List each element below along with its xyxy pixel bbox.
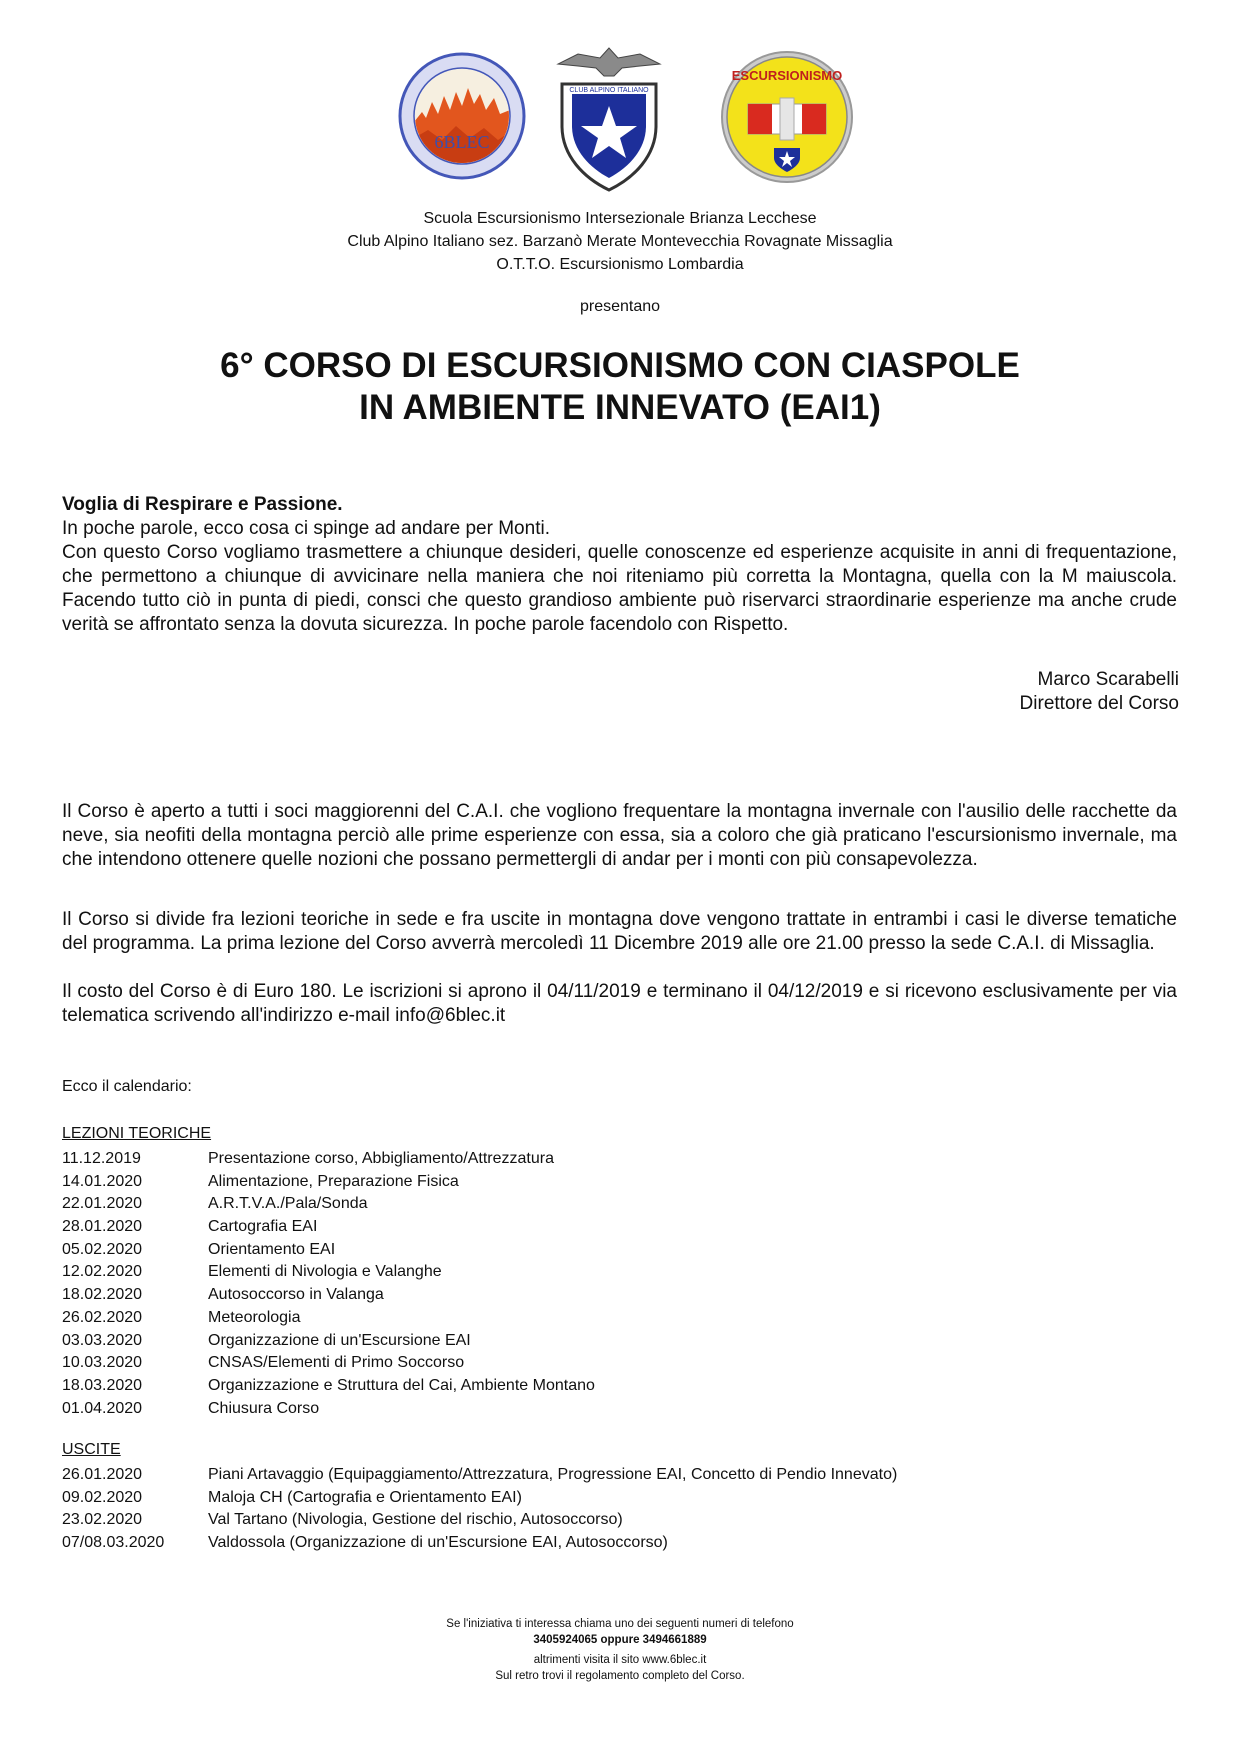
lezioni-row: [62, 1330, 1162, 1353]
lezione-date: 01.04.2020: [62, 1399, 143, 1417]
org-line-2: Club Alpino Italiano sez. Barzanò Merate Montevecchia Rovagnate Missaglia: [347, 233, 893, 250]
lezioni-row: [62, 1284, 1162, 1307]
uscita-date: 07/08.03.2020: [62, 1534, 165, 1552]
lezione-topic: Cartografia EAI: [208, 1218, 318, 1236]
uscita-date: 26.01.2020: [62, 1466, 143, 1483]
intro-paragraph-2: Con questo Corso vogliamo trasmettere a chiunque desideri, quelle conoscenze ed esperienze acquisite in anni di frequentazione, che permettono a chiunque di avvicinare nella maniera che noi riteniamo più corretta la Montagna, quella con la M maiuscola. Facendo tutto ciò in punta di piedi, consci che questo grandioso ambiente può riservarci straordinarie esperienze ma anche crude verità se affrontato senza la dovuta sicurezza. In poche parole facendolo con Rispetto.: [62, 542, 1177, 635]
calendar-intro: Ecco il calendario:: [62, 1078, 192, 1095]
footer-website: altrimenti visita il sito www.6blec.it: [533, 1654, 707, 1666]
uscite-row: [62, 1532, 1162, 1555]
uscita-topic: Piani Artavaggio (Equipaggiamento/Attrezzatura, Progressione EAI, Concetto di Pendio Innevato): [208, 1466, 898, 1483]
lezioni-row: [62, 1307, 1162, 1330]
body-paragraph-3: Il costo del Corso è di Euro 180. Le iscrizioni si aprono il 04/11/2019 e terminano il 04/12/2019 e si ricevono esclusivamente per via telematica scrivendo all'indirizzo e-mail info@6blec.it: [62, 981, 1177, 1026]
footer-line-4: Sul retro trovi il regolamento completo del Corso.: [495, 1670, 745, 1682]
lezione-date: 26.02.2020: [62, 1308, 143, 1326]
uscite-list: [62, 1464, 1162, 1555]
lezioni-row: [62, 1239, 1162, 1262]
body-paragraph-2: Il Corso si divide fra lezioni teoriche in sede e fra uscite in montagna dove vengono trattate in entrambi i casi le diverse tematiche del programma. La prima lezione del Corso avverrà mercoledì 11 Dicembre 2019 alle ore 21.00 presso la sede C.A.I. di Missaglia.: [62, 909, 1177, 954]
title-line-2: IN AMBIENTE INNEVATO (EAI1): [359, 388, 881, 427]
uscite-heading: USCITE: [62, 1441, 121, 1458]
lezioni-row: [62, 1171, 1162, 1194]
page-title: [0, 345, 1240, 429]
uscite-row: [62, 1487, 1162, 1510]
lezione-topic: Alimentazione, Preparazione Fisica: [208, 1172, 459, 1190]
uscite-row: [62, 1464, 1162, 1487]
title-line-1: 6° CORSO DI ESCURSIONISMO CON CIASPOLE: [220, 346, 1020, 385]
escursionismo-logo-text: ESCURSIONISMO: [731, 68, 843, 83]
lezione-date: 28.01.2020: [62, 1218, 143, 1236]
org-line-3: O.T.T.O. Escursionismo Lombardia: [496, 256, 744, 273]
footer-phone-numbers: 3405924065 oppure 3494661889: [533, 1634, 707, 1646]
uscita-topic: Val Tartano (Nivologia, Gestione del rischio, Autosoccorso): [208, 1511, 623, 1529]
body-paragraph-1: Il Corso è aperto a tutti i soci maggiorenni del C.A.I. che vogliono frequentare la montagna invernale con l'ausilio delle racchette da neve, sia neofiti della montagna perciò alle prime esperienze con essa, sia a coloro che già praticano l'escursionismo invernale, ma che intendono ottenere quelle nozioni che possano permettergli di andar per i monti con più consapevolezza.: [62, 801, 1177, 870]
cai-logo: [548, 44, 670, 194]
lezione-date: 10.03.2020: [62, 1354, 143, 1372]
intro-paragraph-1: In poche parole, ecco cosa ci spinge ad andare per Monti.: [62, 518, 550, 539]
lezione-topic: Organizzazione di un'Escursione EAI: [208, 1331, 471, 1349]
lezioni-list: [62, 1148, 1162, 1420]
escursionismo-logo: [720, 50, 854, 184]
lezione-topic: Orientamento EAI: [208, 1240, 336, 1258]
presentano-text: presentano: [579, 298, 661, 315]
uscita-topic: Valdossola (Organizzazione di un'Escursione EAI, Autosoccorso): [208, 1534, 668, 1552]
lezione-date: 22.01.2020: [62, 1195, 143, 1213]
lezione-topic: Meteorologia: [208, 1308, 301, 1326]
lezione-topic: Autosoccorso in Valanga: [208, 1286, 384, 1304]
lezione-date: 12.02.2020: [62, 1263, 143, 1281]
lezione-date: 14.01.2020: [62, 1172, 143, 1190]
lezione-date: 03.03.2020: [62, 1331, 143, 1349]
lezioni-row: [62, 1398, 1162, 1421]
uscita-date: 23.02.2020: [62, 1511, 143, 1529]
uscite-row: [62, 1509, 1162, 1532]
lezione-topic: A.R.T.V.A./Pala/Sonda: [208, 1195, 368, 1213]
lezioni-row: [62, 1148, 1162, 1171]
lezioni-row: [62, 1261, 1162, 1284]
signature-name: Marco Scarabelli: [1037, 669, 1179, 690]
lezioni-row: [62, 1216, 1162, 1239]
uscita-date: 09.02.2020: [62, 1488, 143, 1506]
lezione-topic: Chiusura Corso: [208, 1399, 320, 1417]
lezione-date: 05.02.2020: [62, 1240, 143, 1258]
lezione-topic: Organizzazione e Struttura del Cai, Ambiente Montano: [208, 1376, 595, 1394]
org-line-1: Scuola Escursionismo Intersezionale Brianza Lecchese: [423, 210, 817, 227]
lezione-topic: Presentazione corso, Abbigliamento/Attrezzatura: [208, 1150, 554, 1167]
cai-logo-text: CLUB ALPINO ITALIANO: [569, 87, 649, 94]
6blec-logo-text: 6BLEC: [434, 132, 490, 152]
lezioni-heading: LEZIONI TEORICHE: [62, 1125, 212, 1142]
6blec-logo: [398, 52, 526, 180]
signature-role: Direttore del Corso: [1019, 693, 1179, 714]
lezione-date: 18.03.2020: [62, 1376, 143, 1394]
lezioni-row: [62, 1375, 1162, 1398]
lezioni-row: [62, 1352, 1162, 1375]
lezione-date: 11.12.2019: [62, 1150, 141, 1167]
logos-row: [0, 44, 1240, 204]
lezione-date: 18.02.2020: [62, 1286, 143, 1304]
lezione-topic: CNSAS/Elementi di Primo Soccorso: [208, 1354, 465, 1372]
intro-heading: Voglia di Respirare e Passione.: [62, 494, 343, 515]
lezioni-row: [62, 1193, 1162, 1216]
lezione-topic: Elementi di Nivologia e Valanghe: [208, 1263, 442, 1281]
uscita-topic: Maloja CH (Cartografia e Orientamento EAI): [208, 1488, 522, 1506]
footer-line-1: Se l'iniziativa ti interessa chiama uno dei seguenti numeri di telefono: [446, 1618, 794, 1630]
